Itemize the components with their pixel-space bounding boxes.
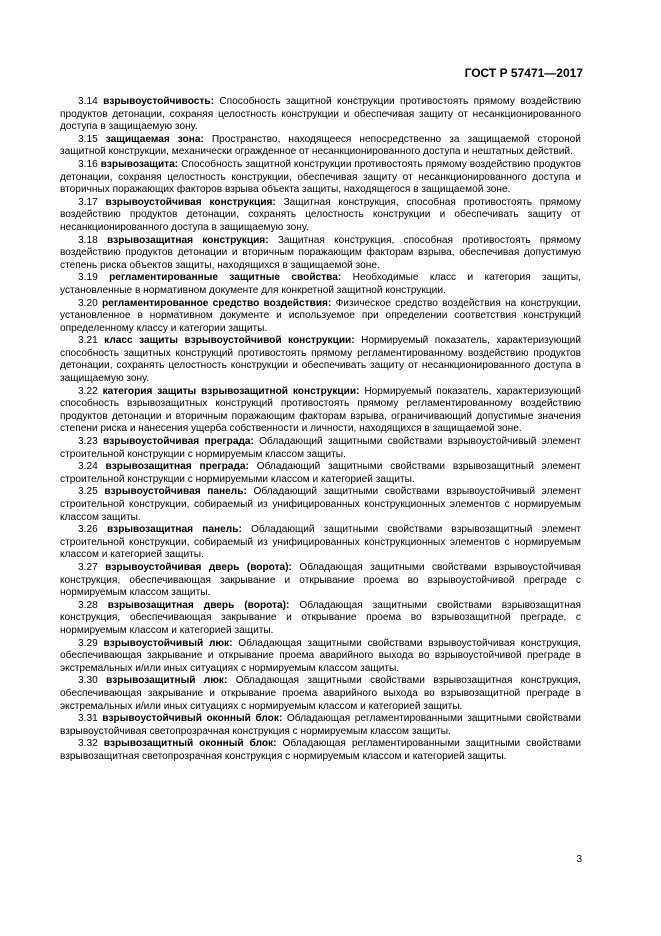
definition-entry (60, 675, 581, 713)
entry-text: Обладающий защитными свойствами взрывозащитный элемент строительной конструкции с нормируемыми классом и категорией защиты. (60, 461, 581, 485)
definition-entry (60, 638, 581, 676)
definition-entry (60, 197, 581, 235)
entry-number: 3.15 (78, 133, 98, 145)
entry-term: взрывозащитный люк: (106, 675, 228, 687)
entry-number: 3.18 (78, 234, 98, 246)
definition-entry (60, 134, 581, 159)
entry-number: 3.20 (78, 297, 98, 309)
entry-term: взрывоустойчивый оконный блок: (102, 713, 283, 725)
entry-number: 3.22 (78, 385, 98, 397)
entry-term: категория защиты взрывозащитной конструкции: (102, 385, 360, 397)
entry-number: 3.21 (78, 335, 98, 347)
entry-term: взрывозащита: (100, 158, 179, 170)
entry-number: 3.30 (78, 675, 98, 687)
definition-entry (60, 562, 581, 600)
entry-term: взрывозащитный оконный блок: (103, 738, 277, 750)
entry-term: регламентированное средство воздействия: (102, 297, 332, 309)
entry-term: взрывоустойчивая дверь (ворота): (105, 561, 292, 573)
entry-text: Пространство, находящееся непосредственно за защищаемой стороной защитной конструкции, механически огражденное от несанкционированного доступа и нештатных действий. (60, 133, 581, 158)
definition-entry (60, 386, 581, 436)
entry-text: Физическое средство воздействия на конструкции, установленное в нормативном документе и используемое при определении соответствия конструкций определенному классу и категории защиты. (60, 297, 581, 334)
entry-term: взрывозащитная конструкция: (106, 234, 269, 246)
entry-text: Нормируемый показатель, характеризующий способность защитных конструкций противостоять прямому регламентированному воздействию продуктов детонации, сохранять целостность конструкции и обеспечивать защиту от несанкционированного доступа в защищаемую зону. (60, 335, 581, 385)
entry-term: взрывоустойчивая панель: (104, 486, 247, 498)
entry-text: Способность защитной конструкции противостоять прямому воздействию продуктов детонации, сохраняя целостность конструкции и обеспечивая защиту от несанкционированного доступа в защищаемую зону. (60, 96, 581, 133)
entry-term: взрывозащитная преграда: (105, 461, 249, 473)
entry-term: взрывоустойчивая конструкция: (105, 196, 276, 208)
definitions-list (60, 96, 581, 763)
entry-text: Обладающая регламентированными защитными свойствами взрывоустойчивая светопрозрачная конструкция с нормируемым классом защиты. (60, 713, 581, 737)
entry-text: Обладающий защитными свойствами взрывоустойчивый элемент строительной конструкции, собираемый из унифицированных конструкционных элементов с нормируемым классом защиты. (60, 486, 581, 523)
entry-term: защищаемая зона: (105, 133, 204, 145)
definition-entry (60, 235, 581, 273)
entry-term: регламентированные защитные свойства: (109, 272, 342, 284)
entry-number: 3.28 (78, 599, 98, 611)
entry-number: 3.31 (78, 713, 98, 725)
page-number: 3 (576, 854, 582, 865)
entry-number: 3.19 (78, 272, 98, 284)
entry-term: класс защиты взрывоустойчивой конструкции: (104, 335, 355, 347)
entry-number: 3.14 (78, 96, 98, 107)
entry-text: Обладающий защитными свойствами взрывоустойчивый элемент строительной конструкции с нормируемым классом защиты. (60, 436, 581, 460)
entry-text: Защитная конструкция, способная противостоять прямому воздействию продуктов детонации и вторичным поражающим факторам взрыва, обеспечивая допустимую степень риска объектов защиты, находящихся в защищаемой зоне. (60, 234, 581, 271)
entry-term: взрывоустойчивая преграда: (103, 436, 254, 448)
entry-text: Обладающая защитными свойствами взрывоустойчивая конструкция, обеспечивающая закрывание и открывание проема аварийного выхода во взрывоустойчивой преграде в экстремальных и/или иных ситуациях с нормируемым классом защиты. (60, 637, 581, 674)
entry-number: 3.29 (78, 637, 98, 649)
definition-entry (60, 600, 581, 638)
entry-text: Нормируемый показатель, характеризующий способность взрывозащитных конструкций противостоять прямому регламентированному воздействию продуктов детонации и вторичным поражающим факторам взрыва, ограничивающий допустимые значения степени риска и нанесения ущерба собственности и личности, находящихся в защищаемой зоне. (60, 385, 581, 435)
definition-entry (60, 461, 581, 486)
entry-text: Обладающая защитными свойствами взрывоустойчивая конструкция, обеспечивающая закрывание и открывание проема во взрывоустойчивой преграде с нормируемым классом защиты. (60, 561, 581, 599)
entry-number: 3.17 (78, 196, 98, 208)
entry-text: Необходимые класс и категория защиты, установленные в нормативном документе для конкретной защитной конструкции. (60, 272, 581, 296)
definition-entry (60, 159, 581, 197)
entry-term: взрывоустойчивый люк: (103, 637, 233, 649)
entry-term: взрывозащитная дверь (ворота): (107, 599, 290, 611)
definition-entry (60, 738, 581, 763)
definition-entry (60, 436, 581, 461)
entry-number: 3.16 (78, 158, 98, 170)
entry-text: Защитная конструкция, способная противостоять прямому воздействию продуктов детонации, сохранять целостность конструкции и обеспечивать защиту от несанкционированного доступа в защищаемую зону. (60, 196, 581, 233)
definition-entry (60, 524, 581, 562)
entry-text: Обладающая защитными свойствами взрывозащитная конструкция, обеспечивающая закрывание и открывание проема во взрывозащитной преграде, с нормируемым классом и категорией защиты. (60, 599, 581, 636)
definition-entry (60, 272, 581, 297)
entry-number: 3.27 (78, 561, 98, 573)
definition-entry (60, 335, 581, 385)
entry-number: 3.25 (78, 486, 98, 498)
definition-entry (60, 96, 581, 134)
entry-term: взрывоустойчивость: (103, 96, 214, 107)
entry-text: Обладающая защитными свойствами взрывозащитная конструкция, обеспечивающая закрывание и открывание проема аварийного выхода во взрывозащитной преграде в экстремальных и/или иных ситуациях с нормируемым классом и категорией защиты. (60, 675, 581, 712)
definition-entry (60, 298, 581, 336)
definition-entry (60, 486, 581, 524)
entry-text: Обладающая регламентированными защитными свойствами взрывозащитная светопрозрачная конструкция с нормируемым классом и категорией защиты. (60, 738, 581, 762)
entry-number: 3.32 (78, 738, 98, 750)
entry-number: 3.26 (78, 524, 98, 536)
entry-text: Обладающий защитными свойствами взрывозащитный элемент строительной конструкции, собираемый из унифицированных конструкционных элементов с нормируемым классом и категорией защиты. (60, 524, 581, 561)
entry-term: взрывозащитная панель: (106, 524, 242, 536)
definition-entry (60, 713, 581, 738)
entry-number: 3.23 (78, 436, 98, 448)
standard-designation: ГОСТ Р 57471—2017 (464, 66, 583, 80)
entry-text: Способность защитной конструкции противостоять прямому воздействию продуктов детонации, сохраняя целостность конструкции, обеспечивая защиту от несанкционированного доступа и вторичных поражающих факторов взрыва объекта защиты, находящегося в защищаемой зоне. (60, 158, 581, 196)
entry-number: 3.24 (78, 461, 98, 473)
